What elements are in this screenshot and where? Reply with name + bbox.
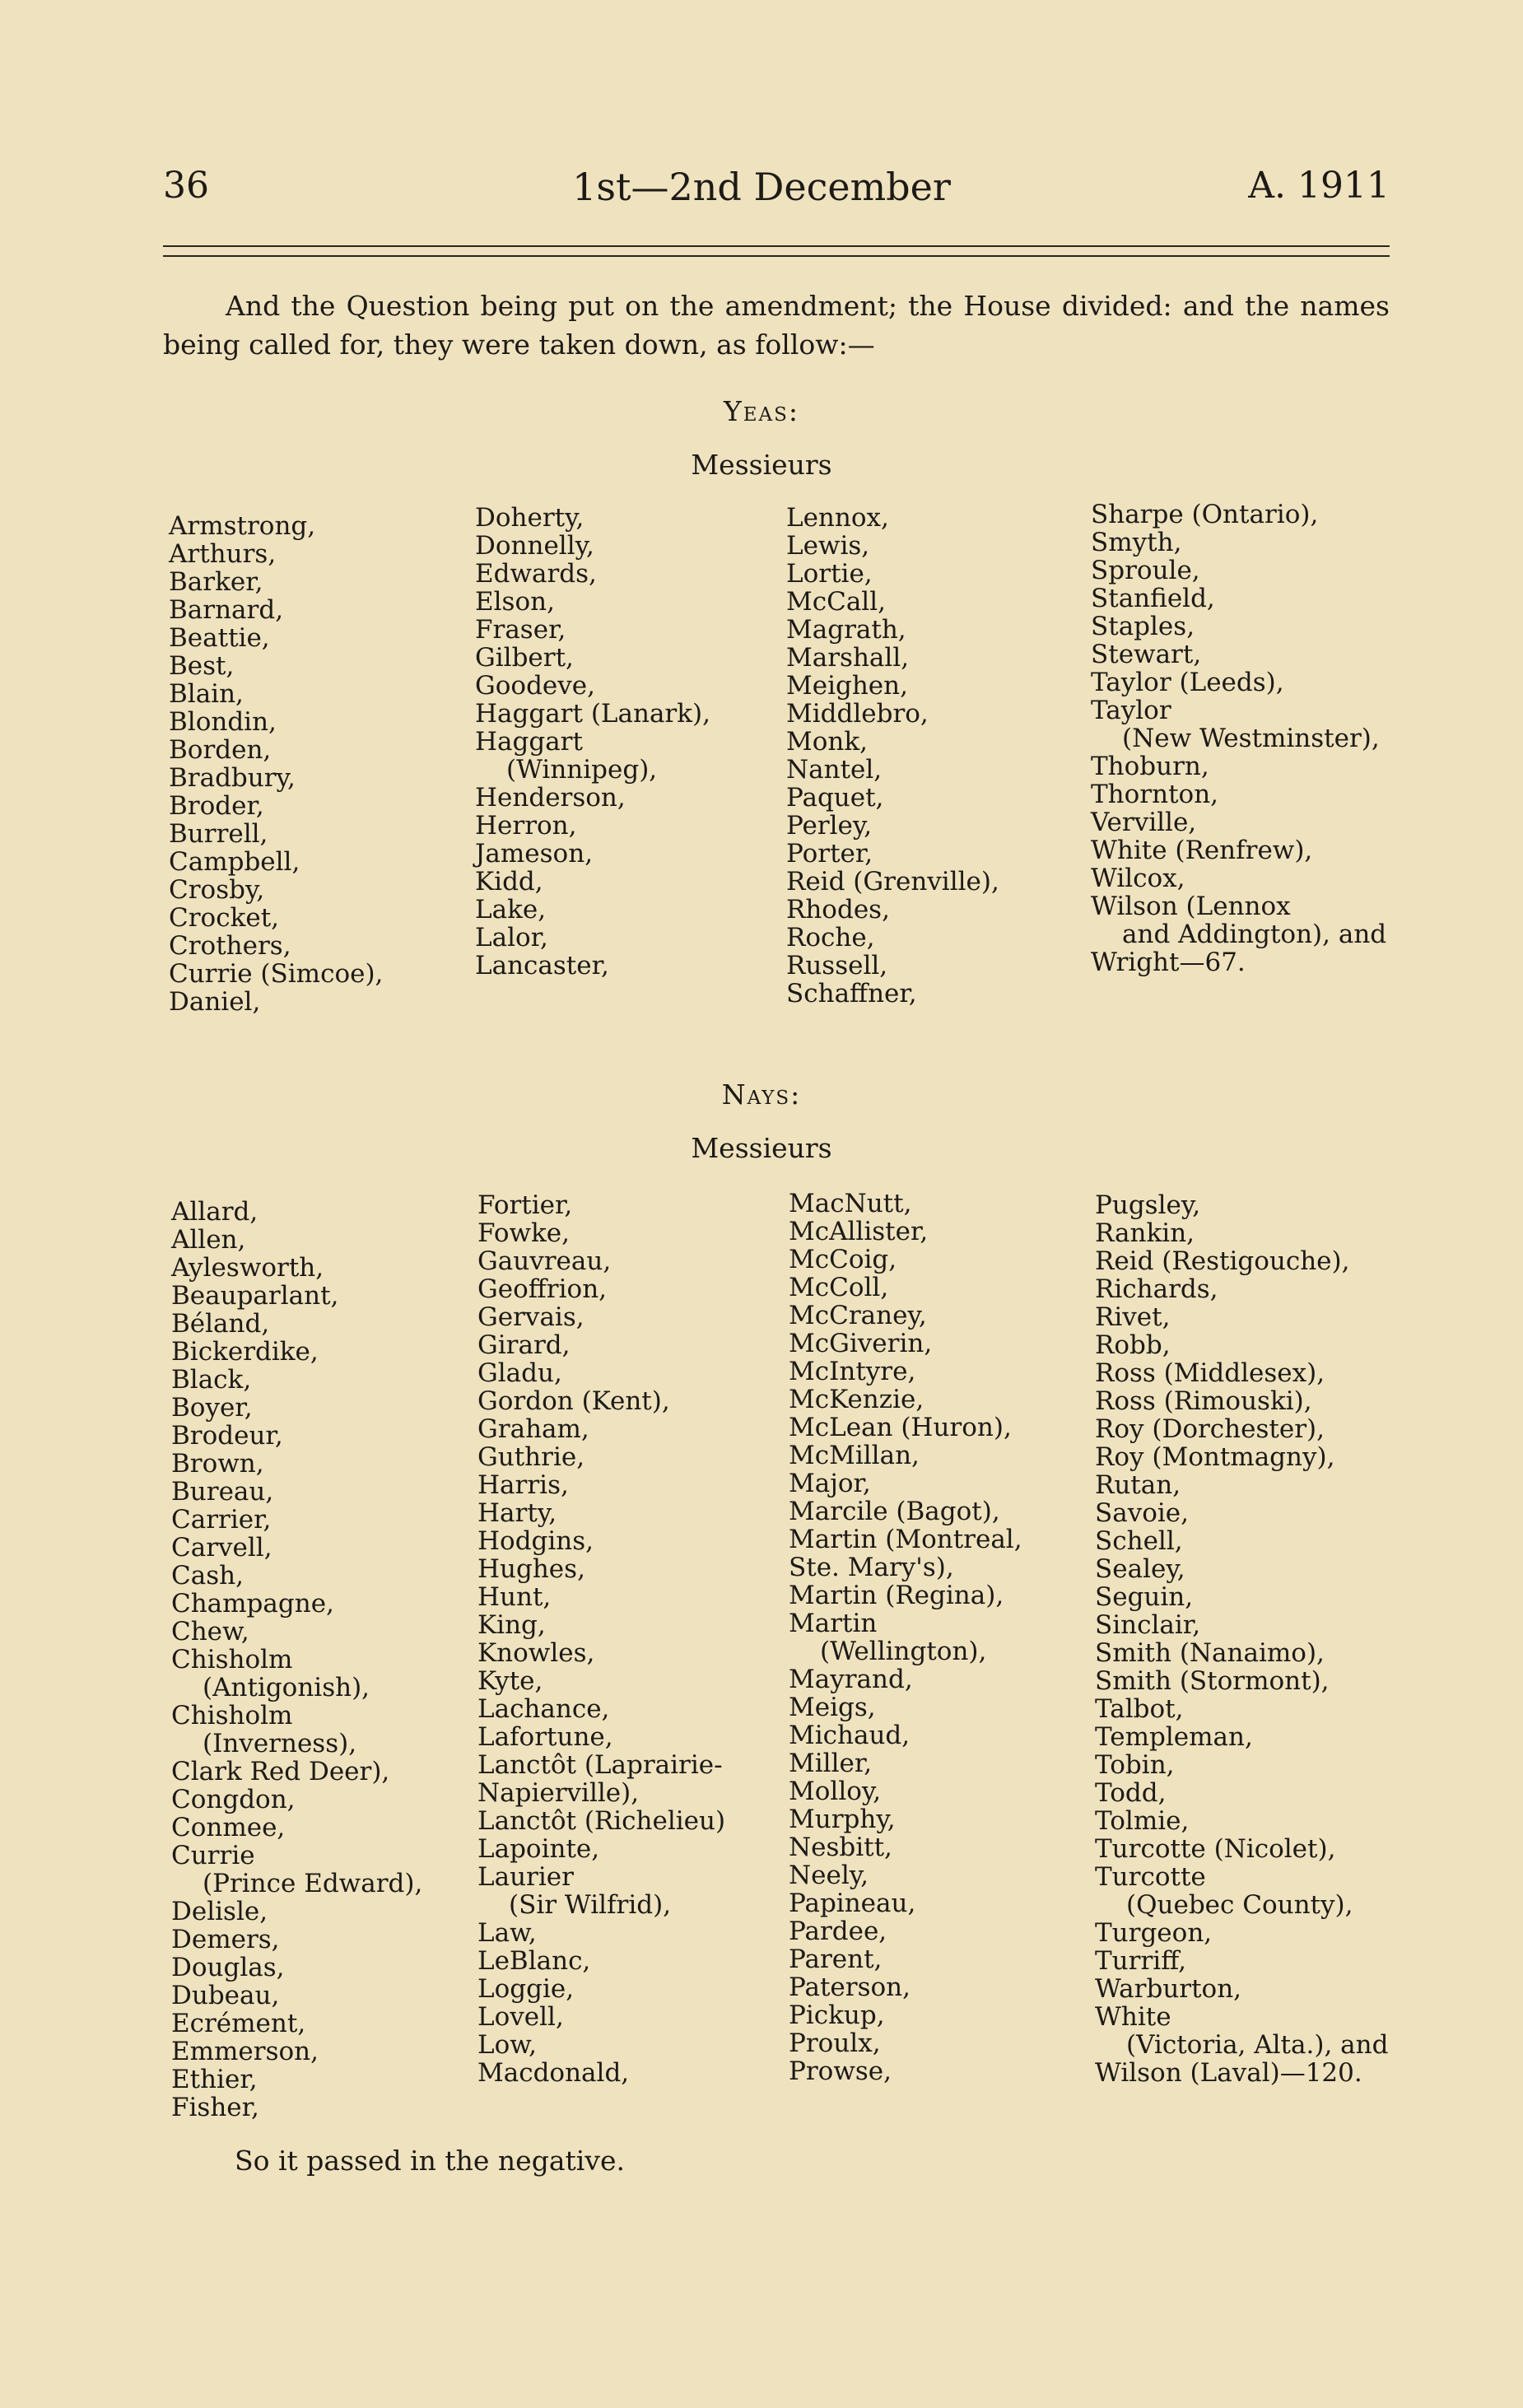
member-name: Smith (Nanaimo), (1095, 1638, 1325, 1668)
member-name: Fortier, (477, 1190, 573, 1220)
member-name: Roy (Montmagny), (1095, 1442, 1335, 1472)
yeas-heading: Yeas: (723, 395, 800, 427)
member-name: (Victoria, Alta.), and (1126, 2030, 1389, 2060)
header-rule-bottom (163, 255, 1390, 257)
member-name: Pardee, (789, 1917, 887, 1946)
yeas-column-3 (786, 504, 1099, 1008)
member-name: Bureau, (171, 1477, 274, 1507)
member-name: Lachance, (477, 1694, 610, 1724)
page-number: 36 (163, 165, 209, 207)
member-name: Hodgins, (477, 1526, 594, 1556)
member-name: Gauvreau, (477, 1246, 612, 1276)
member-name: Geoffrion, (477, 1274, 608, 1304)
member-name: Smith (Stormont), (1095, 1666, 1330, 1696)
member-name: Black, (171, 1365, 252, 1395)
member-name: Allard, (171, 1197, 258, 1227)
member-name: White (Renfrew), (1091, 836, 1313, 865)
member-name: Rivet, (1095, 1302, 1171, 1332)
member-name: Roche, (786, 923, 875, 952)
member-name: Paquet, (786, 783, 884, 813)
member-name: Meighen, (786, 671, 908, 701)
member-name: McCall, (786, 587, 886, 617)
member-name: (Inverness), (203, 1729, 357, 1758)
member-name: McMillan, (789, 1441, 920, 1470)
member-name: Demers, (171, 1925, 280, 1954)
member-name: Neely, (789, 1861, 869, 1890)
member-name: Thornton, (1091, 780, 1219, 809)
member-name: (New Westminster), (1122, 724, 1380, 753)
member-name: Tobin, (1095, 1750, 1175, 1780)
member-name: MacNutt, (789, 1189, 912, 1218)
member-name: Tolmie, (1095, 1806, 1190, 1836)
yeas-subheading: Messieurs (691, 449, 832, 481)
member-name: Crocket, (169, 903, 280, 933)
member-name: Taylor (1091, 696, 1171, 725)
member-name: Wilson (Lennox (1091, 892, 1291, 921)
member-name: Lewis, (786, 531, 870, 561)
member-name: Staples, (1091, 612, 1195, 641)
member-name: Schaffner, (786, 979, 917, 1008)
member-name: Macdonald, (477, 2058, 630, 2088)
member-name: Wilson (Laval)—120. (1095, 2058, 1362, 2088)
member-name: Doherty, (475, 503, 585, 533)
member-name: Douglas, (171, 1953, 285, 1982)
member-name: Brodeur, (171, 1421, 283, 1451)
member-name: Gordon (Kent), (477, 1386, 670, 1416)
member-name: Parent, (789, 1945, 883, 1974)
member-name: Sproule, (1091, 556, 1200, 585)
member-name: Guthrie, (477, 1442, 585, 1472)
member-name: Paterson, (789, 1973, 911, 2002)
member-name: Ethier, (171, 2065, 258, 2094)
member-name: Champagne, (171, 1589, 334, 1619)
member-name: Verville, (1091, 808, 1197, 837)
member-name: Emmerson, (171, 2037, 319, 2066)
member-name: Beauparlant, (171, 1281, 339, 1311)
member-name: Lanctôt (Laprairie- (477, 1750, 723, 1780)
member-name: Richards, (1095, 1274, 1218, 1304)
member-name: Sinclair, (1095, 1610, 1201, 1640)
member-name: Turgeon, (1095, 1918, 1213, 1948)
member-name: Lake, (475, 895, 547, 925)
member-name: Papineau, (789, 1889, 916, 1918)
member-name: Crosby, (169, 875, 265, 905)
member-name: Congdon, (171, 1785, 296, 1814)
member-name: Turcotte (Nicolet), (1095, 1834, 1336, 1864)
member-name: Bickerdike, (171, 1337, 319, 1367)
member-name: Ross (Rimouski), (1095, 1386, 1312, 1416)
member-name: McGiverin, (789, 1329, 933, 1358)
member-name: Graham, (477, 1414, 589, 1444)
member-name: Thoburn, (1091, 752, 1209, 781)
member-name: Burrell, (169, 819, 268, 849)
member-name: Martin (Regina), (789, 1581, 1004, 1610)
member-name: Pugsley, (1095, 1190, 1201, 1220)
member-name: Fisher, (171, 2093, 259, 2122)
nays-column-1 (171, 1198, 484, 2122)
member-name: Talbot, (1095, 1694, 1184, 1724)
member-name: Currie (Simcoe), (169, 959, 384, 989)
member-name: Savoie, (1095, 1498, 1190, 1528)
member-name: Dubeau, (171, 1981, 280, 2010)
member-name: Rankin, (1095, 1218, 1195, 1248)
header-rule-top (163, 245, 1390, 247)
member-name: Mayrand, (789, 1665, 913, 1694)
member-name: Lortie, (786, 559, 873, 589)
member-name: Hunt, (477, 1582, 552, 1612)
member-name: Warburton, (1095, 1974, 1242, 2004)
member-name: Proulx, (789, 2028, 881, 2058)
intro-paragraph: And the Question being put on the amendment; the House divided: and the names being called for, they were taken down, as follow:— (163, 290, 1390, 361)
member-name: King, (477, 1610, 546, 1640)
member-name: McIntyre, (789, 1357, 916, 1386)
member-name: Ecrément, (171, 2009, 306, 2038)
member-name: Turcotte (1095, 1862, 1206, 1892)
member-name: (Quebec County), (1126, 1890, 1353, 1920)
member-name: Lancaster, (475, 951, 609, 980)
member-name: (Winnipeg), (506, 755, 658, 785)
member-name: Napierville), (477, 1778, 640, 1808)
member-name: Borden, (169, 735, 272, 765)
member-name: Prowse, (789, 2056, 892, 2086)
member-name: Murphy, (789, 1805, 896, 1834)
member-name: (Wellington), (820, 1637, 987, 1666)
member-name: Boyer, (171, 1393, 253, 1423)
member-name: Carvell, (171, 1533, 272, 1563)
member-name: (Prince Edward), (203, 1869, 423, 1898)
member-name: Arthurs, (169, 539, 277, 569)
member-name: Sharpe (Ontario), (1091, 500, 1319, 529)
member-name: Ross (Middlesex), (1095, 1358, 1325, 1388)
member-name: Beattie, (169, 623, 270, 653)
nays-subheading: Messieurs (691, 1132, 832, 1164)
member-name: Haggart (475, 727, 583, 757)
member-name: Lennox, (786, 503, 889, 533)
member-name: McCraney, (789, 1301, 927, 1330)
member-name: Martin (789, 1609, 878, 1638)
member-name: Fraser, (475, 615, 566, 645)
member-name: Bradbury, (169, 763, 296, 793)
member-name: Taylor (Leeds), (1091, 668, 1284, 697)
member-name: Meigs, (789, 1693, 876, 1722)
member-name: Molloy, (789, 1777, 882, 1806)
member-name: Stewart, (1091, 640, 1202, 669)
member-name: Templeman, (1095, 1722, 1253, 1752)
member-name: Wright—67. (1091, 948, 1246, 977)
nays-column-4 (1095, 1191, 1408, 2087)
member-name: Perley, (786, 811, 873, 841)
member-name: Lapointe, (477, 1834, 600, 1864)
member-name: McColl, (789, 1273, 889, 1302)
member-name: Todd, (1095, 1778, 1167, 1808)
member-name: Porter, (786, 839, 873, 869)
member-name: Knowles, (477, 1638, 595, 1668)
member-name: Gladu, (477, 1358, 562, 1388)
member-name: Lanctôt (Richelieu) (477, 1806, 726, 1836)
member-name: Low, (477, 2030, 537, 2060)
member-name: Laurier (477, 1862, 574, 1892)
member-name: Pickup, (789, 2000, 885, 2030)
member-name: Barnard, (169, 595, 284, 625)
member-name: Hughes, (477, 1554, 585, 1584)
member-name: Girard, (477, 1330, 571, 1360)
member-name: Stanfield, (1091, 584, 1215, 613)
member-name: Chisholm (171, 1645, 293, 1674)
member-name: Lalor, (475, 923, 548, 952)
member-name: Major, (789, 1469, 871, 1498)
member-name: Harris, (477, 1470, 569, 1500)
yeas-column-1 (169, 512, 482, 1016)
yeas-column-2 (475, 504, 788, 980)
nays-heading: Nays: (721, 1078, 802, 1111)
member-name: Loggie, (477, 1974, 575, 2004)
member-name: Campbell, (169, 847, 300, 877)
member-name: Law, (477, 1918, 537, 1948)
member-name: Donnelly, (475, 531, 594, 561)
member-name: Blain, (169, 679, 244, 709)
member-name: Béland, (171, 1309, 270, 1339)
yeas-column-4 (1091, 501, 1404, 976)
member-name: Daniel, (169, 987, 261, 1017)
member-name: Rutan, (1095, 1470, 1181, 1500)
member-name: Reid (Restigouche), (1095, 1246, 1350, 1276)
member-name: McCoig, (789, 1245, 897, 1274)
member-name: Elson, (475, 587, 555, 617)
member-name: Aylesworth, (171, 1253, 324, 1283)
nays-column-2 (477, 1191, 790, 2087)
member-name: LeBlanc, (477, 1946, 591, 1976)
member-name: Best, (169, 651, 235, 681)
member-name: Turriff, (1095, 1946, 1186, 1976)
member-name: Russell, (786, 951, 888, 980)
member-name: Crothers, (169, 931, 291, 961)
member-name: Middlebro, (786, 699, 929, 729)
member-name: Marcile (Bagot), (789, 1497, 1000, 1526)
member-name: Michaud, (789, 1721, 911, 1750)
member-name: Gervais, (477, 1302, 585, 1332)
member-name: Roy (Dorchester), (1095, 1414, 1325, 1444)
member-name: Reid (Grenville), (786, 867, 999, 897)
member-name: Lovell, (477, 2002, 564, 2032)
member-name: Schell, (1095, 1526, 1183, 1556)
member-name: Delisle, (171, 1897, 268, 1926)
member-name: Kyte, (477, 1666, 543, 1696)
member-name: Armstrong, (169, 511, 316, 541)
member-name: Smyth, (1091, 528, 1182, 557)
member-name: Herron, (475, 811, 577, 841)
member-name: Currie (171, 1841, 255, 1870)
member-name: Chisholm (171, 1701, 293, 1730)
member-name: Seguin, (1095, 1582, 1194, 1612)
page-header (0, 165, 1523, 222)
member-name: Chew, (171, 1617, 249, 1646)
member-name: Blondin, (169, 707, 277, 737)
member-name: Carrier, (171, 1505, 272, 1535)
member-name: Marshall, (786, 643, 910, 673)
member-name: Wilcox, (1091, 864, 1185, 893)
member-name: Henderson, (475, 783, 626, 813)
member-name: Edwards, (475, 559, 597, 589)
member-name: Lafortune, (477, 1722, 613, 1752)
member-name: Nantel, (786, 755, 883, 785)
member-name: (Antigonish), (203, 1673, 370, 1702)
member-name: Fowke, (477, 1218, 570, 1248)
member-name: Rhodes, (786, 895, 890, 925)
member-name: Miller, (789, 1749, 873, 1778)
member-name: Harty, (477, 1498, 557, 1528)
member-name: Haggart (Lanark), (475, 699, 710, 729)
member-name: Allen, (171, 1225, 246, 1255)
member-name: Goodeve, (475, 671, 595, 701)
member-name: Magrath, (786, 615, 906, 645)
member-name: Gilbert, (475, 643, 574, 673)
member-name: Robb, (1095, 1330, 1171, 1360)
member-name: Nesbitt, (789, 1833, 892, 1862)
nays-column-3 (789, 1190, 1101, 2085)
member-name: (Sir Wilfrid), (509, 1890, 672, 1920)
member-name: McLean (Huron), (789, 1413, 1012, 1442)
member-name: Barker, (169, 567, 263, 597)
member-name: White (1095, 2002, 1171, 2032)
member-name: McAllister, (789, 1217, 929, 1246)
member-name: Brown, (171, 1449, 264, 1479)
member-name: Conmee, (171, 1813, 286, 1842)
header-year: A. 1911 (1248, 165, 1390, 207)
member-name: Monk, (786, 727, 869, 757)
member-name: McKenzie, (789, 1385, 925, 1414)
member-name: Cash, (171, 1561, 244, 1591)
member-name: Jameson, (475, 839, 594, 869)
member-name: Clark Red Deer), (171, 1757, 390, 1786)
member-name: and Addington), and (1122, 920, 1387, 949)
member-name: Broder, (169, 791, 264, 821)
member-name: Sealey, (1095, 1554, 1185, 1584)
member-name: Martin (Montreal, (789, 1525, 1022, 1554)
member-name: Ste. Mary's), (789, 1553, 954, 1582)
closing-line: So it passed in the negative. (235, 2145, 625, 2177)
member-name: Kidd, (475, 867, 543, 897)
header-date: 1st—2nd December (572, 165, 951, 209)
